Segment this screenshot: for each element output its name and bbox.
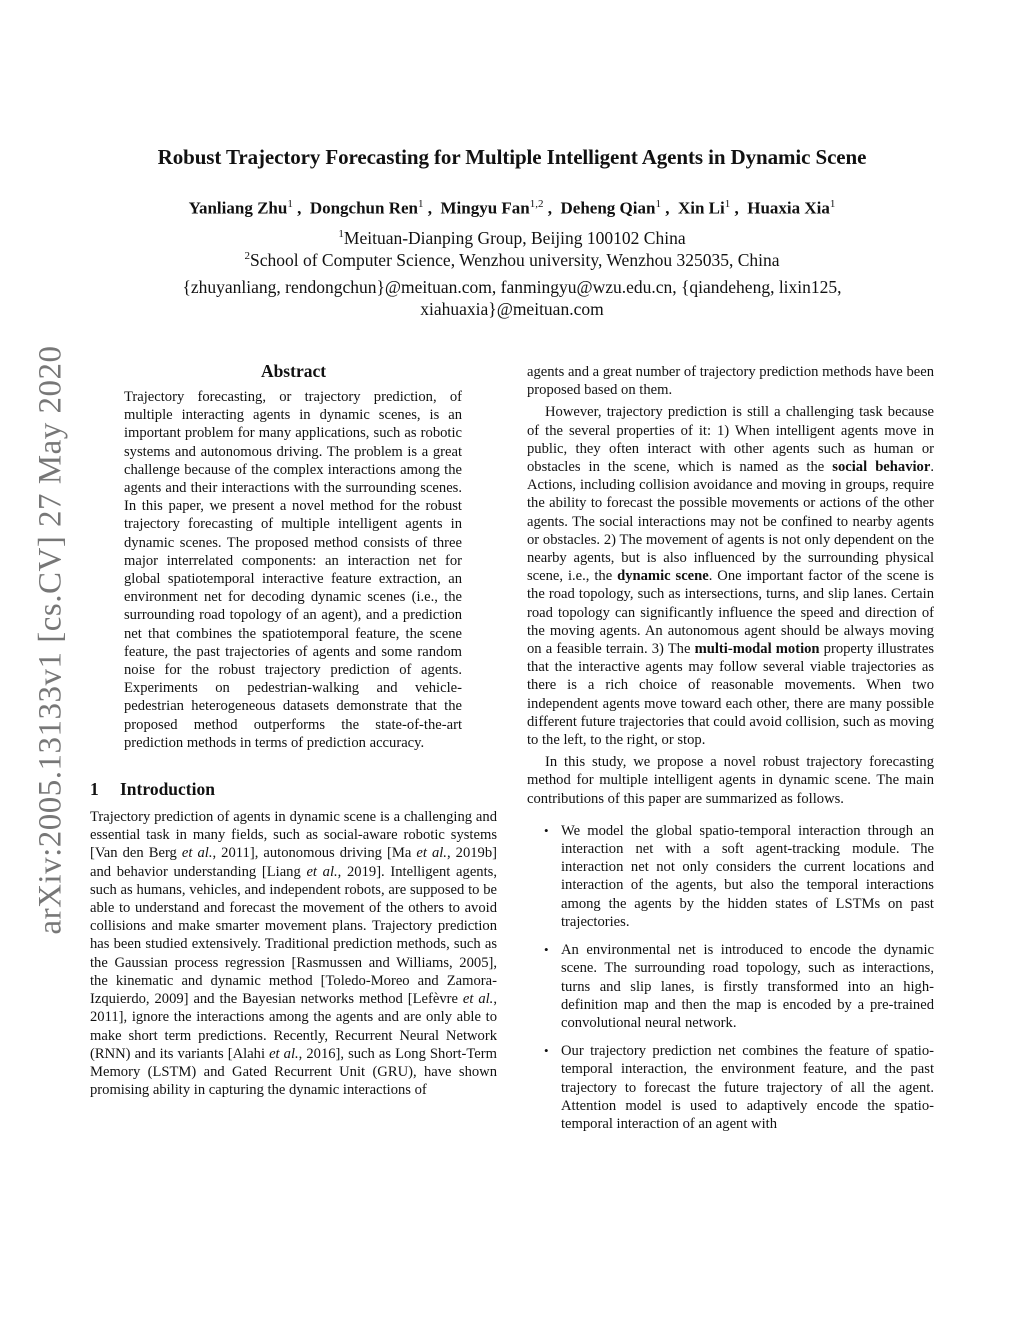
- text-run: . Actions, including collision avoidance and moving in groups, require the ability to forecast the possible movements or actions of the other agents. The social interactions may not be confined to nearby agents or obstacles. 2) The movement of agents is not only dependent on the nearby agents, but is also influenced by the surrounding physical scene, i.e., the: [527, 459, 934, 585]
- text-run: , 2011], autonomous driving [Ma: [212, 845, 417, 862]
- list-item: [544, 822, 934, 931]
- text-run: Trajectory prediction of agents in dynamic scene is a challenging and essential task in many fields, such as social-aware robotic systems [Van den Berg: [90, 809, 497, 862]
- affiliation-text: School of Computer Science, Wenzhou university, Wenzhou 325035, China: [249, 250, 780, 270]
- author-affiliation-mark: 1: [287, 198, 293, 210]
- email-line-2: xiahuaxia}@meituan.com: [420, 299, 604, 319]
- abstract-heading: Abstract: [260, 361, 327, 381]
- intro-paragraph-1: [90, 808, 497, 1099]
- arxiv-identifier: arXiv:2005.13133v1 [cs.CV] 27 May 2020: [32, 345, 69, 935]
- affiliation-text: Meituan-Dianping Group, Beijing 100102 China: [343, 228, 686, 248]
- bullet-icon: •: [544, 942, 549, 958]
- author-affiliation-mark: 1: [724, 198, 731, 210]
- text-run-italic: et al.: [181, 845, 213, 862]
- text-run-bold: social behavior: [832, 459, 931, 476]
- list-item: [544, 1042, 934, 1133]
- contribution-list: [527, 822, 934, 1133]
- left-column: [90, 360, 497, 1099]
- text-run-italic: et al.: [269, 1045, 299, 1062]
- section-title: Introduction: [120, 779, 215, 800]
- right-paragraph-1: agents and a great number of trajectory prediction methods have been proposed based on them.: [527, 364, 934, 399]
- list-item-text: An environmental net is introduced to encode the dynamic scene. The surrounding road topology, such as interactions, turns and slip lanes, is firstly transformed into an high-definition map and then the map is encoded by a pre-trained convolutional neural network.: [561, 942, 934, 1031]
- text-run: , 2011], ignore the interactions among the agents and are only able to make short term predictions. Recently, Recurrent Neural Network (RNN) and its variants [Alahi: [90, 991, 497, 1062]
- author-affiliation-mark: 1: [655, 198, 661, 210]
- right-paragraph-3: In this study, we propose a novel robust trajectory forecasting method for multiple intelligent agents in dynamic scene. The main contributions of this paper are summarized as follows.: [527, 754, 934, 807]
- author-name: Dongchun Ren: [309, 198, 418, 218]
- abstract-body: Trajectory forecasting, or trajectory prediction, of multiple interacting agents in dynamic scenes, is an important problem for many applications, such as robotic systems and autonomous driving. The problem is a great challenge because of the complex interactions among the agents and their interactions with the surrounding scenes. In this paper, we present a novel method for the robust trajectory forecasting of multiple intelligent agents in dynamic scenes. The proposed method consists of three major interrelated components: an interaction net for global spatiotemporal interactive feature extraction, an environment net for decoding dynamic scenes (i.e., the surrounding road topology of an agent), and a prediction net that combines the spatiotemporal feature, the scene feature, the past trajectories of agents and some random noise for the robust trajectory prediction of agents. Experiments on pedestrian-walking and vehicle-pedestrian heterogeneous datasets demonstrate that the proposed method outperforms the state-of-the-art prediction methods in terms of prediction accuracy.: [124, 389, 462, 751]
- affiliation-mark: 1: [338, 228, 344, 241]
- author-name: Mingyu Fan: [440, 198, 530, 218]
- author-name: Xin Li: [677, 198, 725, 218]
- author-affiliation-mark: 1: [829, 198, 836, 210]
- affiliation-2: [0, 250, 1024, 271]
- author-name: Huaxia Xia: [747, 198, 830, 218]
- text-run-italic: et al.: [416, 845, 447, 862]
- right-column: [527, 363, 934, 1143]
- text-run: , 2019b] and behavior understanding [Liang: [90, 845, 497, 880]
- author-name: Deheng Qian: [560, 198, 656, 218]
- text-run-italic: et al.: [462, 991, 494, 1008]
- author-affiliation-mark: 1: [418, 198, 424, 210]
- author-name: Yanliang Zhu: [188, 198, 288, 218]
- text-run-bold: multi-modal motion: [694, 641, 820, 658]
- affiliation-1: [0, 228, 1024, 249]
- author-list: Yanliang Zhu$^1$ , Dongchun Ren$^1$ , Mingyu Fan$^{1,2}$ , Deheng Qian$^1$ , Xin Li$^1$ , Huaxia Xia$^1$: [188, 198, 836, 218]
- bullet-icon: •: [544, 1043, 549, 1059]
- text-run: , 2019]. Intelligent agents, such as humans, vehicles, and independent robots, are supposed to be able to understand and forecast the movement of the others to avoid collisions and make smarter movement plans. Trajectory prediction has been studied extensively. Traditional prediction methods, such as the Gaussian process regression [Rasmussen and Williams, 2005], the kinematic and dynamic method [Toledo-Moreo and Zamora-Izquierdo, 2009] and the Bayesian networks method [Lefèvre: [90, 863, 497, 1008]
- text-run: . One important factor of the scene is the road topology, such as intersections, turns, and slip lanes. Certain road topology can significantly influence the speed and direction of the moving agents. An autonomous agent should be always moving on a feasible terrain. 3) The: [527, 568, 934, 658]
- right-paragraph-2: [527, 403, 934, 749]
- bullet-icon: •: [544, 822, 549, 838]
- email-line-1: {zhuyanliang, rendongchun}@meituan.com, fanmingyu@wzu.edu.cn, {qiandeheng, lixin125,: [182, 277, 842, 297]
- list-item: [544, 941, 934, 1032]
- text-run: property illustrates that the interactive agents may follow several viable trajectories as there is a rich choice of reasonable movements. When two independent agents move toward each other, there are many possible different future trajectories that could avoid collision, such as moving to the left, to the right, or stop.: [527, 641, 935, 749]
- text-run-bold: dynamic scene: [617, 568, 709, 585]
- list-item-text: We model the global spatio-temporal interaction through an interaction net with a soft agent-tracking module. The interaction net not only considers the current locations and interaction of the agents, but also the temporal interactions among the agents by the hidden states of LSTMs on past trajectories.: [561, 822, 934, 930]
- text-run-italic: et al.: [306, 863, 338, 880]
- text-run: , 2016], such as Long Short-Term Memory (LSTM) and Gated Recurrent Unit (GRU), have shown promising ability in capturing the dynamic interactions of: [90, 1045, 497, 1099]
- section-heading-introduction: [90, 778, 497, 800]
- text-run: However, trajectory prediction is still a challenging task because of the several properties of it: 1) When intelligent agents move in public, they often interact with other agents such as human or obstacles in the scene, which is named as the: [527, 404, 934, 476]
- section-number: 1: [90, 779, 99, 800]
- list-item-text: Our trajectory prediction net combines the feature of spatio-temporal interaction, the environment feature, and the past trajectory to forecast the future trajectory of all the agent. Attention model is used to adaptively encode the spatio-temporal interaction of an agent with: [561, 1043, 934, 1132]
- author-affiliation-mark: 1,2: [529, 198, 544, 210]
- paper-title: Robust Trajectory Forecasting for Multiple Intelligent Agents in Dynamic Scene: [157, 145, 867, 169]
- affiliation-mark: 2: [244, 250, 250, 263]
